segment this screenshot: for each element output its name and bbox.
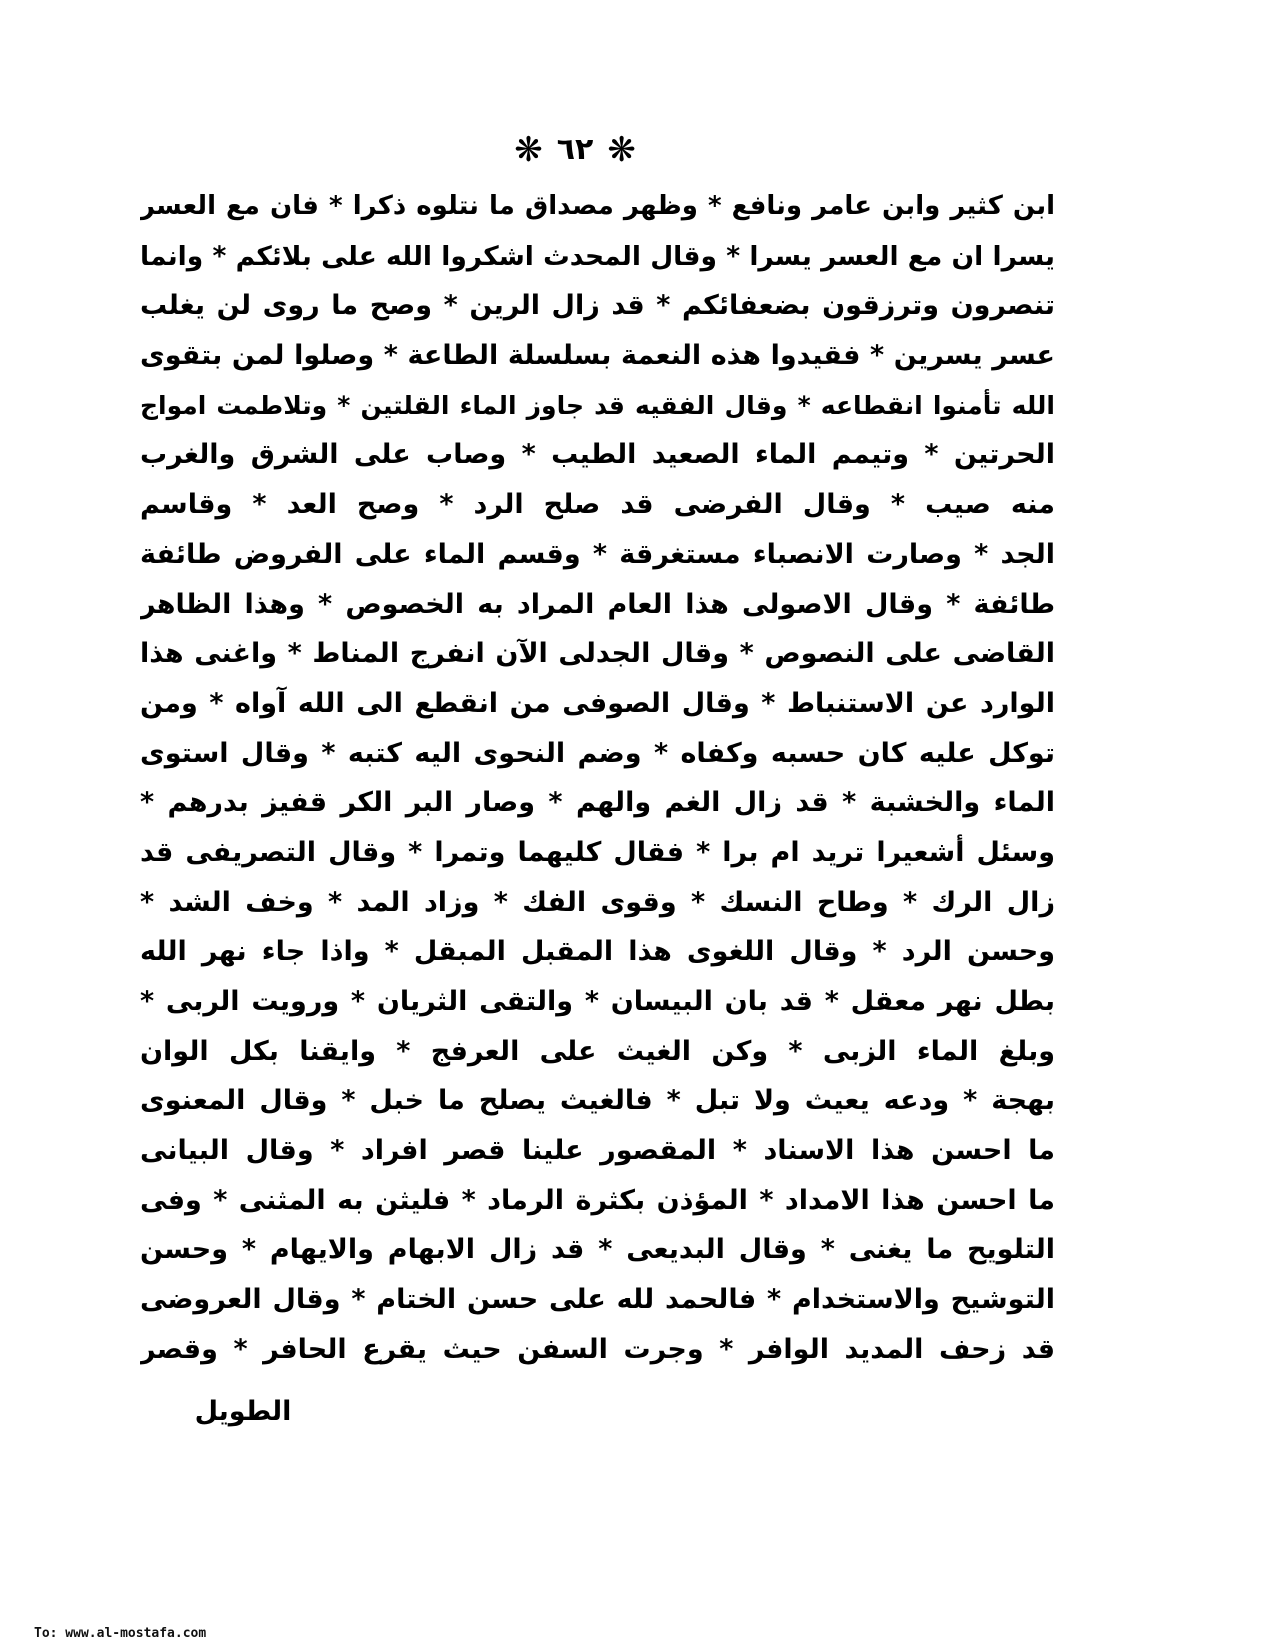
- text-line: توكل عليه كان حسبه وكفاه * وضم النحوى اليه كتبه * وقال استوى: [140, 737, 1055, 769]
- body-text: [140, 182, 1055, 1375]
- text-line: القاضى على النصوص * وقال الجدلى الآن انفرج المناط * واغنى هذا: [140, 638, 1055, 670]
- flourish-star-icon: [514, 133, 543, 167]
- page-number: ٦٢: [556, 132, 594, 167]
- text-line: الماء والخشبة * قد زال الغم والهم * وصار البر الكر قفيز بدرهم *: [140, 787, 1055, 819]
- text-line: وسئل أشعيرا تريد ام برا * فقال كليهما وتمرا * وقال التصريفى قد: [140, 836, 1055, 868]
- text-line: الوارد عن الاستنباط * وقال الصوفى من انقطع الى الله آواه * ومن: [140, 687, 1055, 719]
- text-line: يسرا ان مع العسر يسرا * وقال المحدث اشكروا الله على بلائكم * وانما: [140, 240, 1055, 272]
- text-line: ابن كثير وابن عامر ونافع * وظهر مصداق ما نتلوه ذكرا * فان مع العسر: [140, 191, 1055, 221]
- text-line: التلويح ما يغنى * وقال البديعى * قد زال الابهام والايهام * وحسن: [140, 1234, 1055, 1266]
- footer-source-text: To: www.al-mostafa.com: [34, 1626, 207, 1641]
- text-line: بطل نهر معقل * قد بان البيسان * والتقى الثريان * ورويت الربى *: [140, 986, 1055, 1017]
- text-line: وبلغ الماء الزبى * وكن الغيث على العرفج * وايقنا بكل الوان: [140, 1035, 1055, 1067]
- text-line: منه صيب * وقال الفرضى قد صلح الرد * وصح العد * وقاسم: [140, 489, 1055, 521]
- text-line: وحسن الرد * وقال اللغوى هذا المقبل المبقل * واذا جاء نهر الله: [140, 936, 1055, 968]
- text-line: ما احسن هذا الاسناد * المقصور علينا قصر افراد * وقال البيانى: [140, 1135, 1055, 1167]
- text-line: تنصرون وترزقون بضعفائكم * قد زال الرين * وصح ما روى لن يغلب: [140, 290, 1055, 322]
- text-line: بهجة * ودعه يعيث ولا تبل * فالغيث يصلح ما خبل * وقال المعنوى: [140, 1085, 1055, 1117]
- text-line: طائفة * وقال الاصولى هذا العام المراد به الخصوص * وهذا الظاهر: [140, 588, 1055, 620]
- catchword: الطويل: [194, 1396, 292, 1427]
- text-line: الجد * وصارت الانصباء مستغرقة * وقسم الماء على الفروض طائفة: [140, 538, 1055, 570]
- text-line: ما احسن هذا الامداد * المؤذن بكثرة الرماد * فليثن به المثنى * وفى: [140, 1184, 1055, 1216]
- page-header: [470, 122, 680, 178]
- text-line: الله تأمنوا انقطاعه * وقال الفقيه قد جاوز الماء القلتين * وتلاطمت امواج: [140, 390, 1055, 420]
- flourish-star-icon: [607, 133, 636, 167]
- text-line: الحرتين * وتيمم الماء الصعيد الطيب * وصاب على الشرق والغرب: [140, 439, 1055, 471]
- text-line: عسر يسرين * فقيدوا هذه النعمة بسلسلة الطاعة * وصلوا لمن بتقوى: [140, 340, 1055, 372]
- text-line: زال الرك * وطاح النسك * وقوى الفك * وزاد المد * وخف الشد *: [140, 886, 1055, 918]
- text-line: التوشيح والاستخدام * فالحمد لله على حسن الختام * وقال العروضى: [140, 1284, 1055, 1316]
- text-line: قد زحف المديد الوافر * وجرت السفن حيث يقرع الحافر * وقصر: [140, 1333, 1055, 1365]
